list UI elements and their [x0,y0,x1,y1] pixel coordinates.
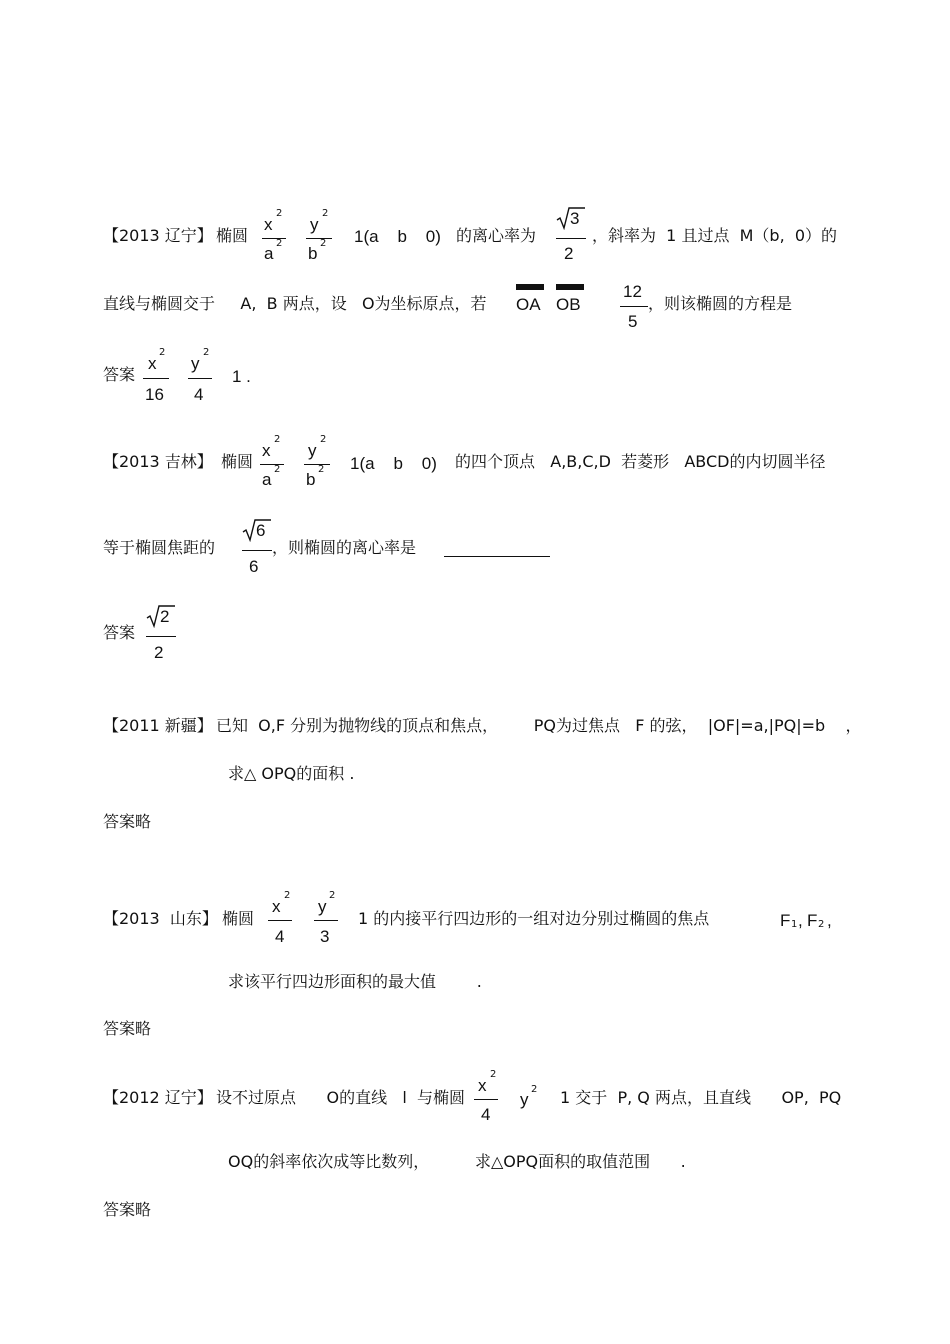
p3-line2: 求△ OPQ的面积 . [228,764,355,783]
p1-frac2-bar [306,238,332,239]
p3-line1: 已知 O,F 分别为抛物线的顶点和焦点， PQ为过焦点 F 的弦， |OF|=a,|PQ|=b ， [216,716,862,735]
p1-vec2-arrow [556,284,584,290]
p4-frac2-num: y [318,897,327,916]
p1-answer-label: 答案 [103,365,136,384]
p1-frac2-num-exp: 2 [322,208,329,219]
problem-2-intro: 椭圆 [221,452,254,471]
p1-val-bar [620,306,648,307]
p5-tail: 1 交于 P, Q 两点，且直线 OP, PQ [560,1088,842,1107]
p1-frac2-num: y [310,215,319,234]
p1-val-num: 12 [623,282,642,301]
p2-ans-num: 2 [160,607,170,626]
p1-frac2-den-exp: 2 [320,238,327,249]
p2-condition: 1(a b 0) [350,454,437,473]
p4-tail: 1 的内接平行四边形的一组对边分别过椭圆的焦点 [358,909,710,928]
p4-f2-sub: 2 [818,919,825,930]
p1-ans-bar2 [188,378,212,379]
p2-frac1-bar [260,464,284,465]
p1-ans-n1: x [148,354,157,373]
problem-3-tag: 【2011 新疆】 [103,716,213,735]
p4-f2: F [807,911,818,930]
p1-frac1-num: x [264,215,273,234]
p4-frac2-den: 3 [320,927,330,946]
p4-frac2-num-exp: 2 [329,890,336,901]
problem-5-intro: 设不过原点 O的直线 l 与椭圆 [216,1088,465,1107]
p3-answer: 答案略 [103,812,152,831]
p2-frac1-num: x [262,441,271,460]
p1-ans-tail: 1 . [232,367,251,386]
p1-line2-a: 直线与椭圆交于 A, B 两点，设 O为坐标原点，若 [103,294,487,313]
p1-frac1-num-exp: 2 [276,208,283,219]
p5-y-exp: 2 [531,1084,538,1095]
p4-frac1-bar [268,920,292,921]
p4-frac2-bar [314,920,338,921]
p1-tail: ，斜率为 1 且过点 M（b, 0）的 [592,226,838,245]
p2-val-bar [242,550,272,551]
p1-frac1-den-exp: 2 [276,238,283,249]
p2-frac2-num: y [308,441,317,460]
p4-sep: , [798,911,803,930]
p4-answer: 答案略 [103,1019,152,1038]
p5-frac-num: x [478,1076,487,1095]
problem-4-tag: 【2013 山东】 [103,909,218,928]
problem-2-tag: 【2013 吉林】 [103,452,213,471]
p2-answer-blank [444,556,550,557]
p4-frac1-num: x [272,897,281,916]
p1-ans-bar1 [143,378,169,379]
problem-5-tag: 【2012 辽宁】 [103,1088,213,1107]
p1-vec2: OB [556,295,581,314]
p5-answer: 答案略 [103,1200,152,1219]
p4-frac1-den: 4 [275,927,285,946]
p1-frac2-den: b [308,244,318,263]
p1-ans-d2: 4 [194,385,204,404]
p1-ans-n1-exp: 2 [159,347,166,358]
p5-frac-den: 4 [481,1105,491,1124]
problem-4-intro: 椭圆 [222,909,255,928]
p1-vec1-arrow [516,284,544,290]
p1-ecc-num: 3 [570,209,580,228]
p5-frac-bar [474,1099,498,1100]
p2-frac2-bar [304,464,330,465]
p4-frac1-num-exp: 2 [284,890,291,901]
p5-y-term: y [520,1090,529,1109]
p4-line2: 求该平行四边形面积的最大值 . [228,972,482,991]
p1-mid-text: 的离心率为 [456,226,537,245]
p2-line2-a: 等于椭圆焦距的 [103,538,216,557]
p2-line2-b: ，则椭圆的离心率是 [272,538,417,557]
p2-frac2-num-exp: 2 [320,434,327,445]
p1-frac1-den: a [264,244,274,263]
p1-vec1: OA [516,295,541,314]
p2-tail: 的四个顶点 A,B,C,D 若菱形 ABCD的内切圆半径 [455,452,826,471]
p4-f1-sub: 1 [791,919,798,930]
p2-frac1-num-exp: 2 [274,434,281,445]
p4-f1: F [780,911,791,930]
p1-val-den: 5 [628,312,638,331]
p2-ans-den: 2 [154,643,164,662]
p1-ans-n2-exp: 2 [203,347,210,358]
p1-frac1-bar [262,238,286,239]
p4-comma: , [827,911,832,930]
p1-line2-b: ，则该椭圆的方程是 [648,294,793,313]
p1-ans-d1: 16 [145,385,164,404]
p2-val-den: 6 [249,557,259,576]
p2-frac2-den-exp: 2 [318,464,325,475]
p1-ecc-bar [556,238,586,239]
problem-1-intro: 椭圆 [216,226,249,245]
p2-frac2-den: b [306,470,316,489]
p5-frac-num-exp: 2 [490,1069,497,1080]
p2-val-num: 6 [256,521,266,540]
p2-frac1-den-exp: 2 [274,464,281,475]
p2-ans-bar [146,636,176,637]
p1-condition: 1(a b 0) [354,227,441,246]
p2-frac1-den: a [262,470,272,489]
p1-ecc-den: 2 [564,244,574,263]
p5-line2: OQ的斜率依次成等比数列， 求△OPQ面积的取值范围 . [228,1152,686,1171]
p1-ans-n2: y [191,354,200,373]
p2-answer-label: 答案 [103,623,136,642]
problem-1-tag: 【2013 辽宁】 [103,226,213,245]
